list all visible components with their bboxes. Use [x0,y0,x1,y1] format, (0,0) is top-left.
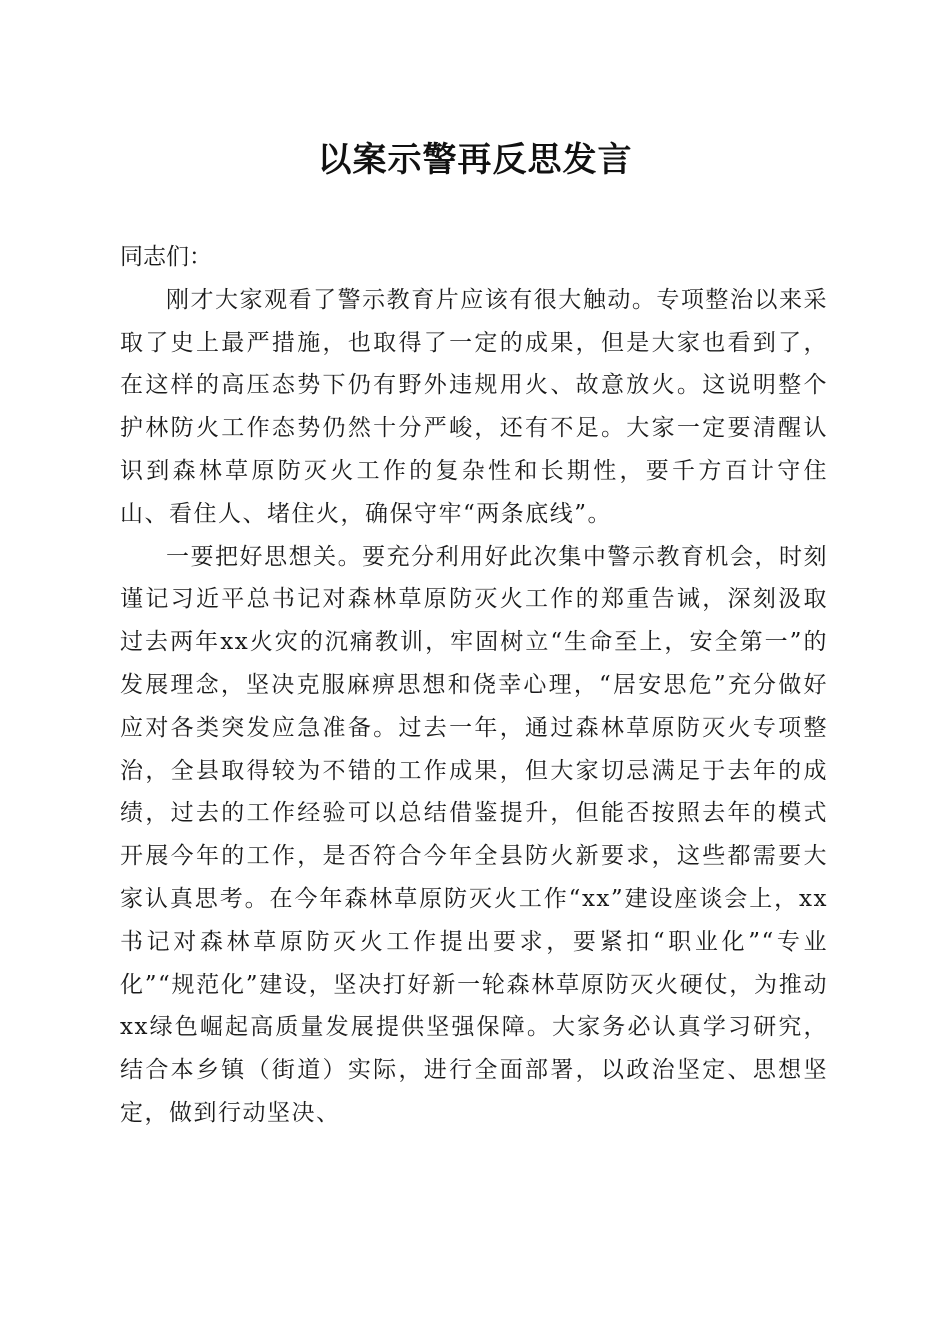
document-title: 以案示警再反思发言 [317,140,633,180]
body-paragraph: 一要把好思想关。要充分利用好此次集中警示教育机会，时刻谨记习近平总书记对森林草原防灭火工作的郑重告诫，深刻汲取过去两年xx火灾的沉痛教训，牢固树立“生命至上，安全第一”的发展理念，坚决克服麻痹思想和侥幸心理，“居安思危”充分做好应对各类突发应急准备。过去一年，通过森林草原防灭火专项整治，全县取得较为不错的工作成果，但大家切忌满足于去年的成绩，过去的工作经验可以总结借鉴提升，但能否按照去年的模式开展今年的工作，是否符合今年全县防火新要求，这些都需要大家认真思考。在今年森林草原防灭火工作“xx”建设座谈会上，xx书记对森林草原防灭火工作提出要求，要紧扣“职业化”“专业化”“规范化”建设，坚决打好新一轮森林草原防灭火硬仗，为推动xx绿色崛起高质量发展提供坚强保障。大家务必认真学习研究，结合本乡镇（街道）实际，进行全面部署，以政治坚定、思想坚定，做到行动坚决、 [120,543,828,1126]
document-body [120,236,828,1135]
body-paragraph: 刚才大家观看了警示教育片应该有很大触动。专项整治以来采取了史上最严措施，也取得了一定的成果，但是大家也看到了，在这样的高压态势下仍有野外违规用火、故意放火。这说明整个护林防火工作态势仍然十分严峻，还有不足。大家一定要清醒认识到森林草原防灭火工作的复杂性和长期性，要千方百计守住山、看住人、堵住火，确保守牢“两条底线”。 [120,286,828,527]
greeting-line: 同志们： [120,244,212,270]
